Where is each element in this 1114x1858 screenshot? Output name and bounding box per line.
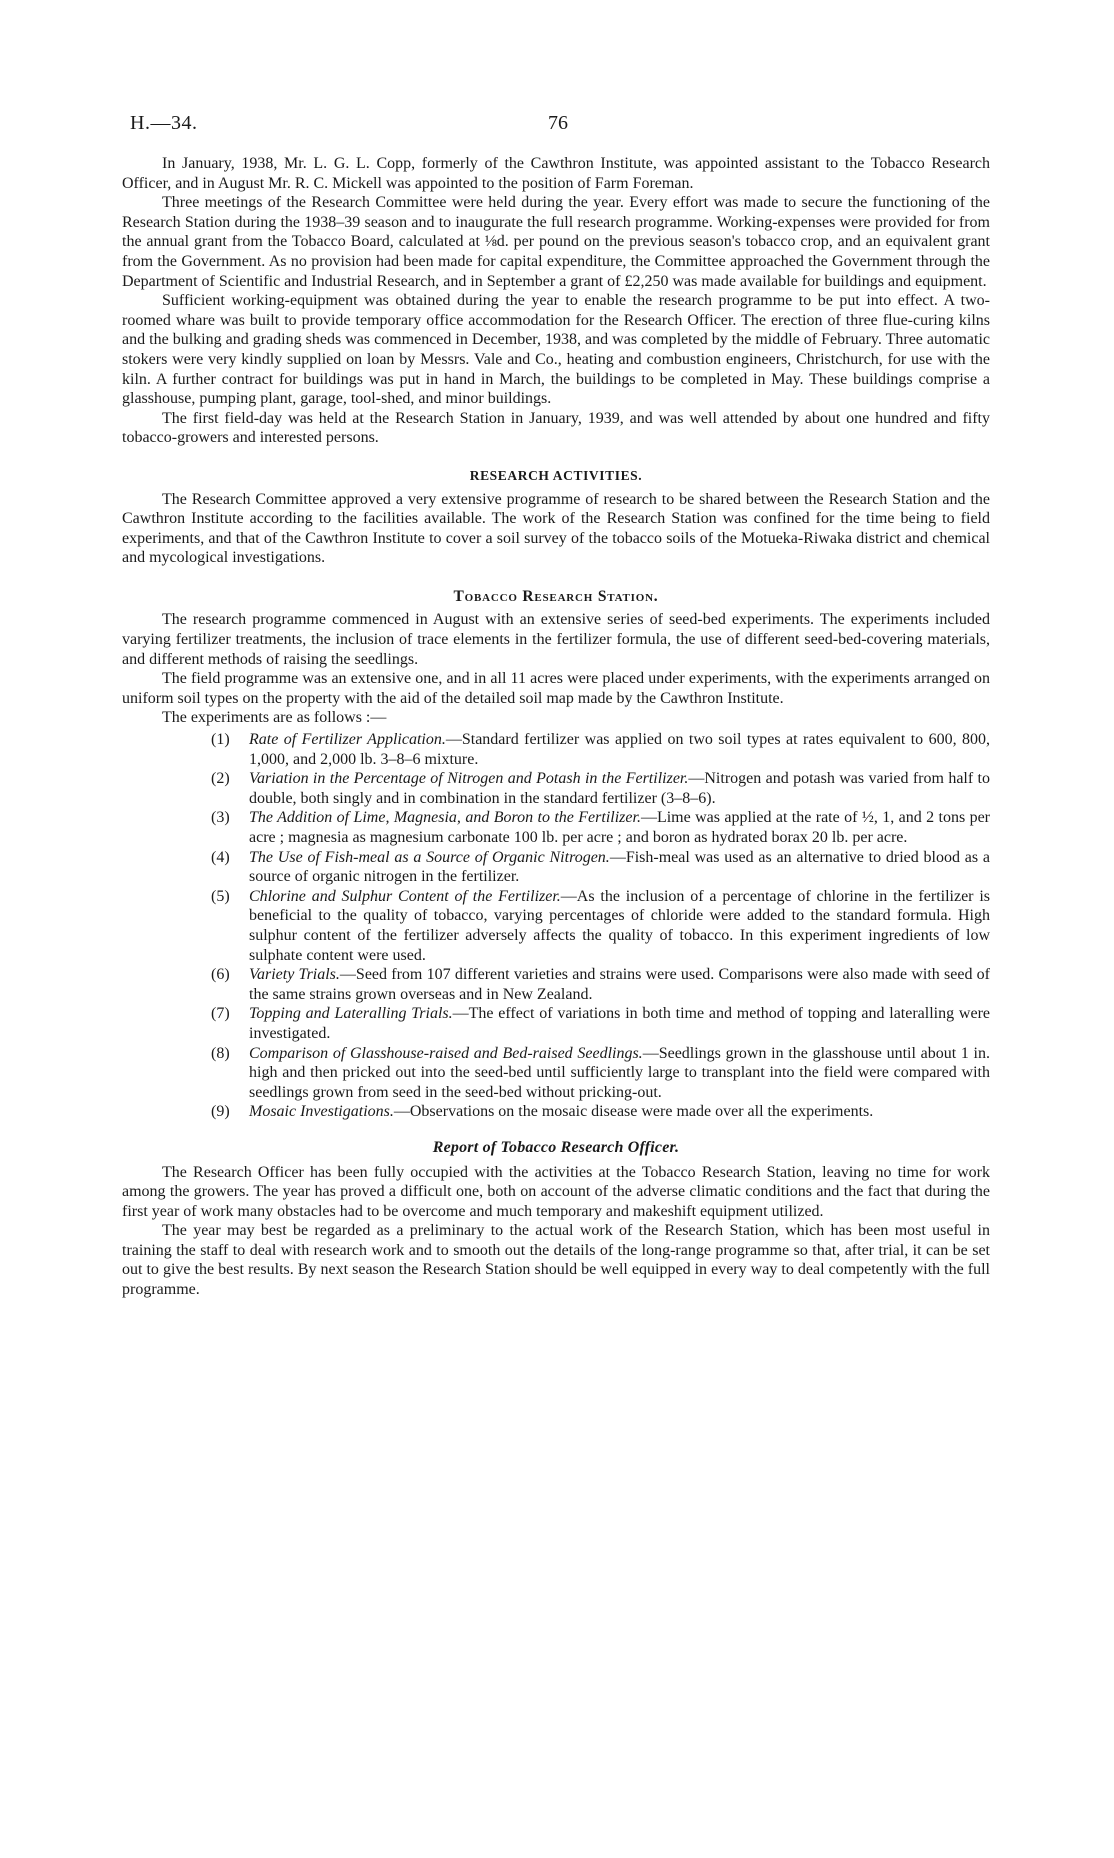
item-text: —As the inclusion of a percentage of chlorine in the fertilizer is beneficial to the quality of tobacco, varying percentages of chloride were added to the standard formula. High sulphur content of the fertilizer adversely affects the quality of tobacco. In this experiment ingredients of low sulphate content were used.: [249, 887, 990, 964]
item-text: —Fish-meal was used as an alternative to dried blood as a source of organic nitrogen in the fertilizer.: [249, 848, 991, 886]
paragraph: The experiments are as follows :—: [162, 709, 387, 727]
paragraph: Three meetings of the Research Committee were held during the year. Every effort was made to secure the functioning of the Research Station during the 1938–39 season and to inaugurate the full research programme. Working-expenses were provided for from the annual grant from the Tobacco Board, calculated at ⅛d. per pound on the previous season's tobacco crop, and an equivalent grant from the Government. As no provision had been made for capital expenditure, the Committee approached the Government through the Department of Scientific and Industrial Research, and in September a grant of £2,250 was made available for buildings and equipment.: [122, 194, 990, 290]
item-number: (4): [211, 848, 230, 866]
item-title: Mosaic Investigations.: [249, 1103, 394, 1121]
item-number: (9): [211, 1103, 230, 1121]
section-heading: Report of Tobacco Research Officer.: [432, 1138, 680, 1156]
tobacco-research-station-section: [122, 587, 990, 1122]
item-title: Chlorine and Sulphur Content of the Fertilizer.: [249, 887, 561, 905]
paragraph: The research programme commenced in August with an extensive series of seed-bed experiments. The experiments included varying fertilizer treatments, the inclusion of trace elements in the fertilizer formula, the use of different seed-bed-covering materials, and different methods of raising the seedlings.: [122, 611, 990, 668]
list-item: [211, 808, 990, 847]
item-number: (8): [211, 1044, 230, 1062]
item-title: Comparison of Glasshouse-raised and Bed-raised Seedlings.: [249, 1044, 643, 1062]
section-heading: Tobacco Research Station.: [453, 587, 659, 605]
item-number: (2): [211, 770, 230, 788]
paragraph: Sufficient working-equipment was obtained during the year to enable the research programme to be put into effect. A two-roomed whare was built to provide temporary office accommodation for the Research Officer. The erection of three flue-curing kilns and the bulking and grading sheds was commenced in December, 1938, and was completed by the middle of February. Three automatic stokers were very kindly supplied on loan by Messrs. Vale and Co., heating and combustion engineers, Christchurch, for use with the kiln. A further contract for buildings was put in hand in March, the buildings to be completed in May. These buildings comprise a glasshouse, pumping plant, garage, tool-shed, and minor buildings.: [122, 292, 990, 408]
intro-section: [122, 154, 990, 448]
experiment-list: [122, 730, 990, 1122]
item-text: —Observations on the mosaic disease were made over all the experiments.: [393, 1103, 874, 1121]
list-item: [211, 730, 990, 769]
paragraph: The Research Officer has been fully occupied with the activities at the Tobacco Research Station, leaving no time for work among the growers. The year has proved a difficult one, both on account of the adverse climatic conditions and the fact that during the first year of work many obstacles had to be overcome and much temporary and makeshift equipment utilized.: [122, 1163, 990, 1220]
item-text: —Standard fertilizer was applied on two soil types at rates equivalent to 600, 800, 1,000, and 2,000 lb. 3–8–6 mixture.: [249, 731, 990, 768]
list-item: [211, 887, 990, 965]
paragraph: In January, 1938, Mr. L. G. L. Copp, formerly of the Cawthron Institute, was appointed assistant to the Tobacco Research Officer, and in August Mr. R. C. Mickell was appointed to the position of Farm Foreman.: [122, 155, 990, 192]
list-item: [211, 965, 990, 1004]
item-number: (7): [211, 1005, 230, 1023]
item-title: Variety Trials.: [249, 966, 340, 984]
item-text: —Seedlings grown in the glasshouse until about 1 in. high and then pricked out into the seed-bed until sufficiently large to transplant into the field were compared with seedlings grown from seed in the seed-bed without pricking-out.: [249, 1044, 991, 1101]
section-heading: RESEARCH ACTIVITIES.: [469, 467, 643, 483]
page-number: 76: [548, 112, 568, 134]
paragraph: The first field-day was held at the Research Station in January, 1939, and was well attended by about one hundred and fifty tobacco-growers and interested persons.: [122, 409, 990, 447]
research-activities-section: [122, 466, 990, 568]
item-text: —The effect of variations in both time and method of topping and lateralling were investigated.: [249, 1005, 990, 1042]
list-item: [211, 1044, 990, 1103]
item-title: Variation in the Percentage of Nitrogen and Potash in the Fertilizer.: [249, 770, 689, 788]
page-header: [122, 112, 990, 154]
item-number: (5): [211, 887, 230, 905]
list-item: [211, 848, 990, 887]
paragraph: The field programme was an extensive one, and in all 11 acres were placed under experiments, with the experiments arranged on uniform soil types on the property with the aid of the detailed soil map made by the Cawthron Institute.: [122, 670, 990, 707]
item-number: (3): [211, 809, 230, 827]
paragraph: The year may best be regarded as a preliminary to the actual work of the Research Station, which has been most useful in training the staff to deal with research work and to smooth out the details of the long-range programme so that, after trial, it can be set out to give the best results. By next season the Research Station should be well equipped in every way to deal competently with the full programme.: [122, 1222, 990, 1299]
item-title: Rate of Fertilizer Application.: [249, 731, 446, 749]
item-text: —Nitrogen and potash was varied from half to double, both singly and in combination in the standard fertilizer (3–8–6).: [249, 770, 991, 807]
item-title: The Use of Fish-meal as a Source of Organic Nitrogen.: [249, 848, 610, 866]
item-text: —Seed from 107 different varieties and strains were used. Comparisons were also made with seed of the same strains grown overseas and in New Zealand.: [249, 966, 990, 1003]
item-number: (1): [211, 731, 230, 749]
officer-report-section: [122, 1138, 990, 1300]
document-page: [122, 112, 990, 1300]
page-body: [122, 154, 990, 1300]
paragraph: The Research Committee approved a very extensive programme of research to be shared between the Research Station and the Cawthron Institute according to the facilities available. The work of the Research Station was confined for the time being to field experiments, and that of the Cawthron Institute to cover a soil survey of the tobacco soils of the Motueka-Riwaka district and chemical and mycological investigations.: [122, 490, 990, 567]
document-reference: H.—34.: [130, 112, 198, 134]
item-number: (6): [211, 966, 230, 984]
item-title: Topping and Lateralling Trials.: [249, 1005, 453, 1023]
list-item: [211, 769, 990, 808]
item-text: —Lime was applied at the rate of ½, 1, and 2 tons per acre ; magnesia as magnesium carbonate 100 lb. per acre ; and boron as hydrated borax 20 lb. per acre.: [249, 809, 990, 846]
item-title: The Addition of Lime, Magnesia, and Boron to the Fertilizer.: [249, 809, 641, 827]
list-item: [211, 1102, 990, 1122]
list-item: [211, 1004, 990, 1043]
